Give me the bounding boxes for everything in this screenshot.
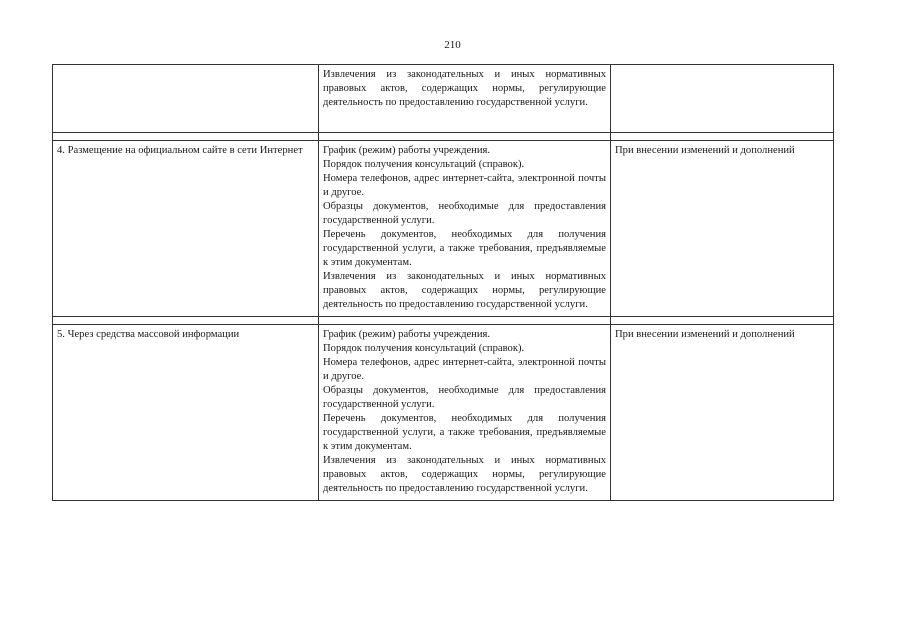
content-item: Порядок получения консультаций (справок). [323,343,525,354]
content-cell [319,65,611,133]
content-item: Извлечения из законодательных и иных нормативных правовых актов, содержащих нормы, регулирующие деятельность по предоставлению государственной услуги. [323,271,606,310]
page-number: 210 [444,39,461,51]
content-item: Перечень документов, необходимых для получения государственной услуги, а также требования, предъявляемые к этим документам. [323,413,606,452]
content-cell [319,325,611,501]
content-item: Номера телефонов, адрес интернет-сайта, электронной почты и другое. [323,357,606,382]
row-separator [53,317,834,325]
timing-label: При внесении изменений и дополнений [615,145,795,156]
method-cell [53,325,319,501]
content-item: Извлечения из законодательных и иных нормативных правовых актов, содержащих нормы, регулирующие деятельность по предоставлению государственной услуги. [323,455,606,494]
timing-cell [611,141,834,317]
content-item: Номера телефонов, адрес интернет-сайта, электронной почты и другое. [323,173,606,198]
table-row [53,325,834,501]
method-cell [53,65,319,133]
content-item: Образцы документов, необходимые для предоставления государственной услуги. [323,201,606,226]
content-item: График (режим) работы учреждения. [323,329,491,340]
content-item: Перечень документов, необходимых для получения государственной услуги, а также требования, предъявляемые к этим документам. [323,229,606,268]
table-row [53,141,834,317]
method-label: 5. Через средства массовой информации [57,329,240,340]
row-separator [53,133,834,141]
timing-label: При внесении изменений и дополнений [615,329,795,340]
method-cell [53,141,319,317]
content-item: График (режим) работы учреждения. [323,145,491,156]
content-item: Образцы документов, необходимые для предоставления государственной услуги. [323,385,606,410]
content-item: Порядок получения консультаций (справок). [323,159,525,170]
table-row [53,65,834,133]
content-item: Извлечения из законодательных и иных нормативных правовых актов, содержащих нормы, регулирующие деятельность по предоставлению государственной услуги. [323,69,606,108]
method-label: 4. Размещение на официальном сайте в сети Интернет [57,145,303,156]
information-methods-table [52,64,834,501]
timing-cell [611,325,834,501]
content-cell [319,141,611,317]
timing-cell [611,65,834,133]
